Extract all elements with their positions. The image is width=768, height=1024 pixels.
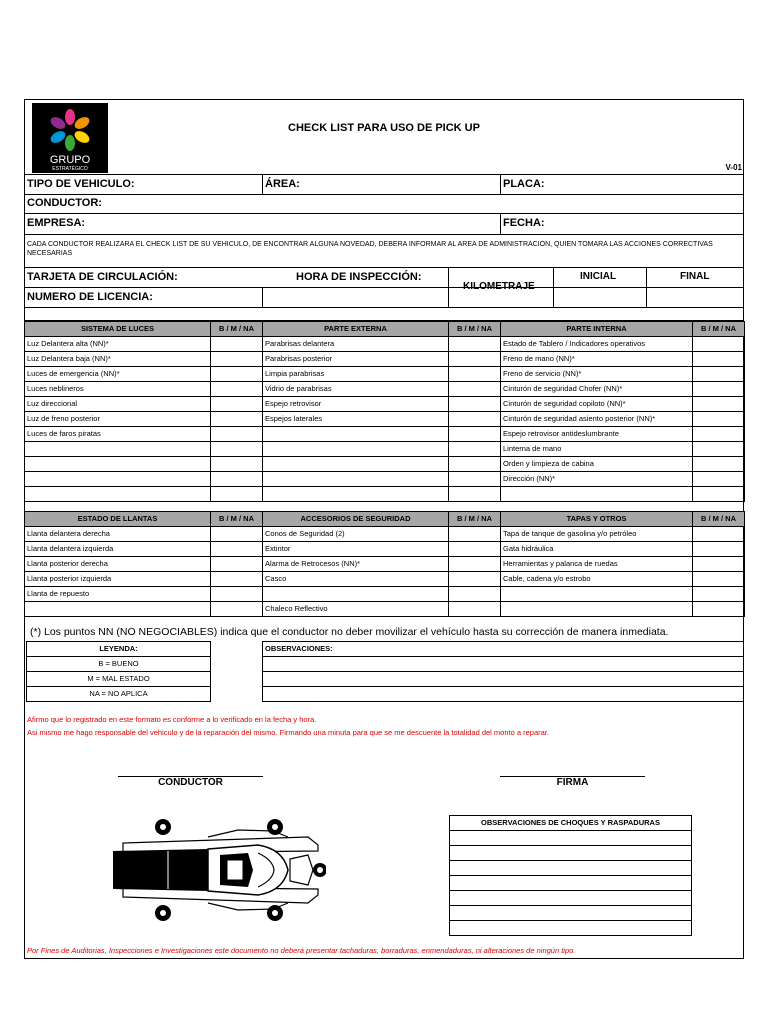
bmn-cell[interactable] xyxy=(211,427,263,442)
item-label xyxy=(25,472,211,487)
bmn-cell[interactable] xyxy=(211,442,263,457)
bmn-cell[interactable] xyxy=(449,457,501,472)
bmn-header: B / M / NA xyxy=(449,512,501,527)
table-row xyxy=(25,487,745,502)
audit-footer: Por Fines de Auditorias, Inspecciones e Investigaciones este documento no deberá presentar tachaduras, borraduras, enmendaduras, ni alteraciones de ningún tipo. xyxy=(27,946,576,955)
item-label xyxy=(263,427,449,442)
form-title: CHECK LIST PARA USO DE PICK UP xyxy=(288,122,480,134)
bmn-header: B / M / NA xyxy=(449,322,501,337)
item-label: Linterna de mano xyxy=(501,442,693,457)
bmn-cell[interactable] xyxy=(449,487,501,502)
table-row xyxy=(25,337,745,352)
table-row xyxy=(25,442,745,457)
item-label: Llanta de repuesto xyxy=(25,587,211,602)
fecha-label: FECHA: xyxy=(503,217,545,229)
bmn-cell[interactable] xyxy=(211,457,263,472)
table-row xyxy=(25,352,745,367)
bmn-header: B / M / NA xyxy=(211,512,263,527)
table-row xyxy=(25,427,745,442)
conductor-signature-label: CONDUCTOR xyxy=(158,777,223,788)
table-row xyxy=(25,527,745,542)
bmn-cell[interactable] xyxy=(211,587,263,602)
bmn-cell[interactable] xyxy=(449,412,501,427)
svg-text:GRUPO: GRUPO xyxy=(49,154,91,166)
nn-note: (*) Los puntos NN (NO NEGOCIABLES) indica que el conductor no deber movilizar el vehículo hasta su corrección de manera inmediata. xyxy=(30,626,669,638)
licencia-label: NUMERO DE LICENCIA: xyxy=(27,291,153,303)
table-header-row xyxy=(25,512,745,527)
empresa-label: EMPRESA: xyxy=(27,217,86,229)
item-label: Cable, cadena y/o estrobo xyxy=(501,572,693,587)
item-label: Espejo retrovisor xyxy=(263,397,449,412)
bmn-cell[interactable] xyxy=(693,527,745,542)
bmn-cell[interactable] xyxy=(693,337,745,352)
choques-line[interactable] xyxy=(450,891,692,906)
table-row xyxy=(25,397,745,412)
item-label: Casco xyxy=(263,572,449,587)
checklist-table-2 xyxy=(24,511,745,617)
item-label: Espejo retrovisor antideslumbrante xyxy=(501,427,693,442)
bmn-cell[interactable] xyxy=(449,472,501,487)
item-label: Conos de Seguridad (2) xyxy=(263,527,449,542)
bmn-cell[interactable] xyxy=(449,337,501,352)
svg-text:ESTRATÉGICO: ESTRATÉGICO xyxy=(52,166,88,172)
bmn-cell[interactable] xyxy=(449,367,501,382)
cell-divider xyxy=(448,267,449,307)
bmn-cell[interactable] xyxy=(449,442,501,457)
bmn-cell[interactable] xyxy=(211,602,263,617)
accesorios-header: ACCESORIOS DE SEGURIDAD xyxy=(263,512,449,527)
row-divider xyxy=(24,307,744,308)
cell-divider xyxy=(553,267,554,307)
table-row xyxy=(25,457,745,472)
hora-label: HORA DE INSPECCIÓN: xyxy=(296,271,422,283)
bmn-cell[interactable] xyxy=(449,397,501,412)
legend-title: LEYENDA: xyxy=(27,642,211,657)
tarjeta-label: TARJETA DE CIRCULACIÓN: xyxy=(27,271,178,283)
item-label: Estado de Tablero / Indicadores operativos xyxy=(501,337,693,352)
parte-externa-header: PARTE EXTERNA xyxy=(263,322,449,337)
item-label: Luz Delantera alta (NN)* xyxy=(25,337,211,352)
cell-divider xyxy=(500,174,501,194)
item-label xyxy=(263,472,449,487)
item-label: Cinturón de seguridad asiento posterior (NN)* xyxy=(501,412,693,427)
bmn-cell[interactable] xyxy=(211,472,263,487)
bmn-cell[interactable] xyxy=(211,352,263,367)
bmn-cell[interactable] xyxy=(693,367,745,382)
row-divider xyxy=(24,267,744,268)
table-row xyxy=(25,382,745,397)
bmn-cell[interactable] xyxy=(693,542,745,557)
bmn-cell[interactable] xyxy=(449,602,501,617)
item-label: Cinturón de seguridad Chofer (NN)* xyxy=(501,382,693,397)
item-label: Vidrio de parabrisas xyxy=(263,382,449,397)
bmn-cell[interactable] xyxy=(693,397,745,412)
item-label: Luces neblineros xyxy=(25,382,211,397)
item-label: Herramientas y palanca de ruedas xyxy=(501,557,693,572)
bmn-cell[interactable] xyxy=(449,527,501,542)
choques-line[interactable] xyxy=(450,906,692,921)
legend-table xyxy=(26,641,211,702)
item-label: Tapa de tanque de gasolina y/o petróleo xyxy=(501,527,693,542)
bmn-cell[interactable] xyxy=(211,382,263,397)
table-row xyxy=(25,572,745,587)
item-label: Llanta delantera izquierda xyxy=(25,542,211,557)
item-label: Parabrisas delantera xyxy=(263,337,449,352)
bmn-cell[interactable] xyxy=(693,457,745,472)
choques-table xyxy=(449,815,692,936)
bmn-cell[interactable] xyxy=(693,587,745,602)
bmn-cell[interactable] xyxy=(211,337,263,352)
choques-line[interactable] xyxy=(450,846,692,861)
bmn-header: B / M / NA xyxy=(693,512,745,527)
table-row xyxy=(25,472,745,487)
bmn-cell[interactable] xyxy=(449,427,501,442)
bmn-cell[interactable] xyxy=(449,352,501,367)
bmn-cell[interactable] xyxy=(693,487,745,502)
choques-line[interactable] xyxy=(450,831,692,846)
final-label: FINAL xyxy=(680,271,710,282)
company-logo xyxy=(32,103,108,173)
bmn-cell[interactable] xyxy=(693,412,745,427)
area-label: ÁREA: xyxy=(265,178,300,190)
item-label xyxy=(501,602,693,617)
item-label xyxy=(263,587,449,602)
bmn-cell[interactable] xyxy=(693,602,745,617)
item-label xyxy=(25,442,211,457)
observaciones-label: OBSERVACIONES: xyxy=(263,642,744,657)
estado-llantas-header: ESTADO DE LLANTAS xyxy=(25,512,211,527)
item-label: Extintor xyxy=(263,542,449,557)
bmn-cell[interactable] xyxy=(211,572,263,587)
item-label: Alarma de Retrocesos (NN)* xyxy=(263,557,449,572)
version-label: V-01 xyxy=(725,163,742,172)
item-label xyxy=(25,457,211,472)
item-label: Cinturón de seguridad copiloto (NN)* xyxy=(501,397,693,412)
observaciones-table xyxy=(262,641,744,702)
affirm-line-2: Asi mismo me hago responsable del vehiculo y de la reparación del mismo. Firmando una minuta para que se me descuente la totalidad del monto a reparar. xyxy=(27,728,549,737)
choques-line[interactable] xyxy=(450,921,692,936)
row-divider xyxy=(24,234,744,235)
legend-item: B = BUENO xyxy=(27,657,211,672)
item-label xyxy=(25,487,211,502)
item-label xyxy=(25,602,211,617)
bmn-cell[interactable] xyxy=(449,542,501,557)
bmn-cell[interactable] xyxy=(211,367,263,382)
kilometraje-label: KILOMETRAJE xyxy=(463,281,535,292)
item-label xyxy=(501,587,693,602)
bmn-cell[interactable] xyxy=(449,572,501,587)
bmn-cell[interactable] xyxy=(693,557,745,572)
parte-interna-header: PARTE INTERNA xyxy=(501,322,693,337)
bmn-cell[interactable] xyxy=(211,542,263,557)
table-row xyxy=(25,602,745,617)
logo-graphic xyxy=(32,103,108,173)
bmn-cell[interactable] xyxy=(693,352,745,367)
item-label xyxy=(263,457,449,472)
bmn-cell[interactable] xyxy=(211,412,263,427)
bmn-cell[interactable] xyxy=(211,557,263,572)
bmn-cell[interactable] xyxy=(211,397,263,412)
tapas-header: TAPAS Y OTROS xyxy=(501,512,693,527)
cell-divider xyxy=(262,287,263,307)
cell-divider xyxy=(646,267,647,307)
sistema-luces-header: SISTEMA DE LUCES xyxy=(25,322,211,337)
item-label: Luz direccional xyxy=(25,397,211,412)
item-label: Dirección (NN)* xyxy=(501,472,693,487)
item-label: Espejos laterales xyxy=(263,412,449,427)
table-row xyxy=(25,587,745,602)
item-label: Luces de faros piratas xyxy=(25,427,211,442)
bmn-cell[interactable] xyxy=(693,427,745,442)
item-label: Llanta posterior derecha xyxy=(25,557,211,572)
item-label: Llanta posterior izquierda xyxy=(25,572,211,587)
bmn-cell[interactable] xyxy=(211,527,263,542)
bmn-cell[interactable] xyxy=(211,487,263,502)
observaciones-line[interactable] xyxy=(263,672,744,687)
item-label: Luces de emergencia (NN)* xyxy=(25,367,211,382)
bmn-cell[interactable] xyxy=(693,472,745,487)
legend-item: NA = NO APLICA xyxy=(27,687,211,702)
choques-title: OBSERVACIONES DE CHOQUES Y RASPADURAS xyxy=(450,816,692,831)
item-label: Chaleco Reflectivo xyxy=(263,602,449,617)
bmn-cell[interactable] xyxy=(449,587,501,602)
bmn-cell[interactable] xyxy=(449,382,501,397)
table-header-row xyxy=(25,322,745,337)
bmn-cell[interactable] xyxy=(693,442,745,457)
row-divider xyxy=(24,174,744,175)
cell-divider xyxy=(500,213,501,234)
choques-line[interactable] xyxy=(450,861,692,876)
item-label: Freno de servicio (NN)* xyxy=(501,367,693,382)
pickup-diagram xyxy=(108,815,326,925)
table-row xyxy=(25,367,745,382)
row-divider xyxy=(553,287,744,288)
item-label: Luz Delantera baja (NN)* xyxy=(25,352,211,367)
item-label: Orden y limpieza de cabina xyxy=(501,457,693,472)
item-label: Freno de mano (NN)* xyxy=(501,352,693,367)
placa-label: PLACA: xyxy=(503,178,545,190)
tipo-vehiculo-label: TIPO DE VEHICULO: xyxy=(27,178,135,190)
item-label xyxy=(501,487,693,502)
bmn-header: B / M / NA xyxy=(211,322,263,337)
table-row xyxy=(25,557,745,572)
item-label xyxy=(263,487,449,502)
inicial-label: INICIAL xyxy=(580,271,617,282)
conductor-label: CONDUCTOR: xyxy=(27,197,102,209)
item-label: Limpia parabrisas xyxy=(263,367,449,382)
item-label: Parabrisas posterior xyxy=(263,352,449,367)
instructions-note: CADA CONDUCTOR REALIZARA EL CHECK LIST DE SU VEHICULO, DE ENCONTRAR ALGUNA NOVEDAD, DEBERA INFORMAR AL AREA DE ADMINISTRACION, QUIEN TOMARA LAS ACCIONES CORRECTIVAS NECESARIAS xyxy=(27,241,713,257)
bmn-cell[interactable] xyxy=(449,557,501,572)
table-row xyxy=(25,542,745,557)
legend-item: M = MAL ESTADO xyxy=(27,672,211,687)
choques-line[interactable] xyxy=(450,876,692,891)
item-label: Luz de freno posterior xyxy=(25,412,211,427)
cell-divider xyxy=(262,174,263,194)
observaciones-line[interactable] xyxy=(263,687,744,702)
table-row xyxy=(25,412,745,427)
item-label xyxy=(263,442,449,457)
item-label: Llanta delantera derecha xyxy=(25,527,211,542)
row-divider xyxy=(24,194,744,195)
checklist-table-1 xyxy=(24,321,745,502)
affirm-line-1: Afirmo que lo registrado en este formato es conforme a lo verificado en la fecha y hora. xyxy=(27,715,317,724)
observaciones-line[interactable] xyxy=(263,657,744,672)
bmn-header: B / M / NA xyxy=(693,322,745,337)
row-divider xyxy=(24,213,744,214)
bmn-cell[interactable] xyxy=(693,382,745,397)
item-label: Gata hidráulica xyxy=(501,542,693,557)
firma-signature-label: FIRMA xyxy=(556,777,589,788)
bmn-cell[interactable] xyxy=(693,572,745,587)
